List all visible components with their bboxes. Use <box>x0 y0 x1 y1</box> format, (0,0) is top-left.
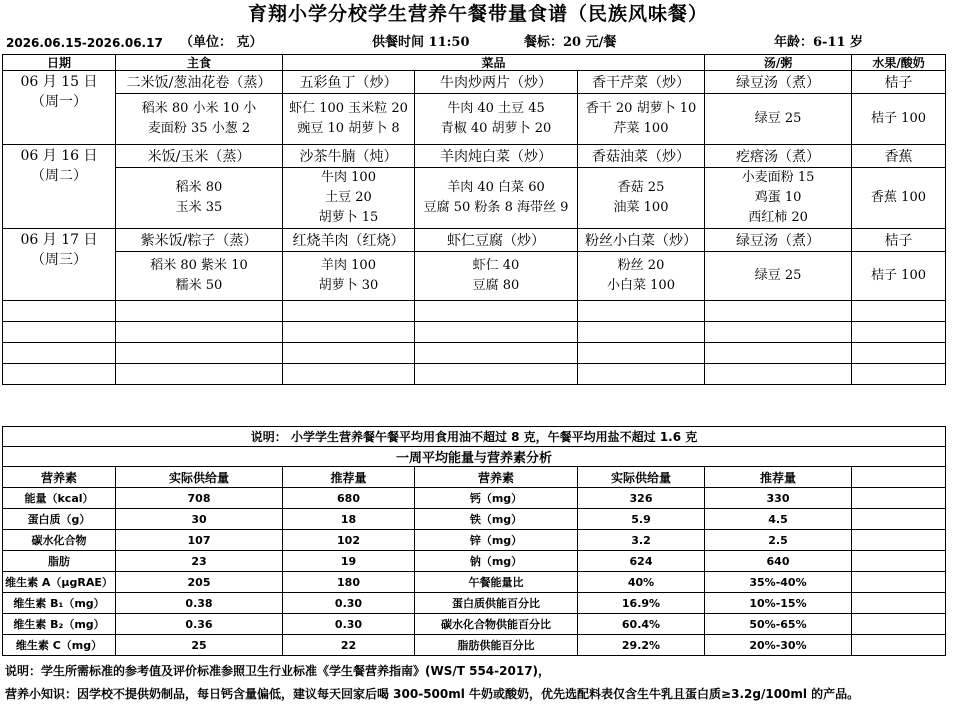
ingredient-line: 胡萝卜 15 <box>318 210 379 225</box>
header-dishes: 菜品 <box>283 55 705 71</box>
nutrient-cell: 40% <box>578 572 705 593</box>
ingredient-cell <box>578 94 705 145</box>
menu-table <box>2 54 946 385</box>
empty-cell <box>3 343 116 364</box>
nutrient-cell: 640 <box>705 551 852 572</box>
ingredient-line: 糯米 50 <box>175 278 223 293</box>
header-date: 日期 <box>3 55 116 71</box>
ingredient-cell <box>852 252 946 301</box>
day-dish-row <box>3 71 946 94</box>
nutrient-header-blank <box>852 467 946 488</box>
nutrient-cell: 维生素 B₁（mg） <box>3 593 116 614</box>
empty-cell <box>116 364 283 385</box>
ingredient-line: 香菇 25 <box>617 180 665 195</box>
nutrient-header-row <box>3 467 946 488</box>
day-dish-row <box>3 145 946 168</box>
day-ingredient-row <box>3 94 946 145</box>
nutrient-cell: 2.5 <box>705 530 852 551</box>
empty-cell <box>415 301 578 322</box>
ingredient-cell <box>705 168 852 229</box>
ingredient-line: 芹菜 100 <box>613 121 669 136</box>
day-date: 06 月 15 日 <box>20 74 98 90</box>
ingredient-line: 桔子 100 <box>871 111 926 126</box>
nutrient-row <box>3 488 946 509</box>
ingredient-cell <box>415 168 578 229</box>
nutrient-cell: 102 <box>283 530 415 551</box>
ingredient-line: 绿豆 25 <box>754 268 802 283</box>
ingredient-line: 羊肉 100 <box>321 258 376 273</box>
nutrient-blank-cell <box>852 614 946 635</box>
nutrient-cell: 180 <box>283 572 415 593</box>
dish-name: 羊肉炖白菜（炒） <box>415 145 578 168</box>
ingredient-cell <box>705 252 852 301</box>
empty-cell <box>116 301 283 322</box>
nutrient-cell: 205 <box>116 572 283 593</box>
dish-name: 红烧羊肉（红烧） <box>283 229 415 252</box>
ingredient-cell <box>283 94 415 145</box>
day-cell <box>3 229 116 301</box>
nutrient-cell: 4.5 <box>705 509 852 530</box>
analysis-title-row <box>3 447 946 467</box>
nutrient-blank-cell <box>852 635 946 656</box>
oil-salt-note: 说明： 小学学生营养餐午餐平均用食用油不超过 8 克，午餐平均用盐不超过 1.6 克 <box>3 427 946 447</box>
nutrition-table <box>2 426 946 656</box>
empty-cell <box>3 322 116 343</box>
nutrient-cell: 50%-65% <box>705 614 852 635</box>
nutrient-header: 营养素 <box>3 467 116 488</box>
day-date: 06 月 17 日 <box>20 232 98 248</box>
ingredient-cell <box>705 94 852 145</box>
dish-name: 虾仁豆腐（炒） <box>415 229 578 252</box>
nutrient-cell: 3.2 <box>578 530 705 551</box>
nutrient-cell: 维生素 B₂（mg） <box>3 614 116 635</box>
nutrient-cell: 碳水化合物供能百分比 <box>415 614 578 635</box>
dish-name: 桔子 <box>852 71 946 94</box>
day-ingredient-row <box>3 252 946 301</box>
ingredient-line: 胡萝卜 30 <box>318 278 379 293</box>
dish-name: 香菇油菜（炒） <box>578 145 705 168</box>
ingredient-line: 稻米 80 小米 10 小 <box>141 101 257 116</box>
day-cell <box>3 71 116 145</box>
ingredient-line: 牛肉 40 土豆 45 <box>447 101 545 116</box>
dish-name: 粉丝小白菜（炒） <box>578 229 705 252</box>
ingredient-line: 稻米 80 <box>175 180 223 195</box>
dish-name: 二米饭/葱油花卷（蒸） <box>116 71 283 94</box>
day-ingredient-row <box>3 168 946 229</box>
nutrient-cell: 680 <box>283 488 415 509</box>
age-range: 年龄：6-11 岁 <box>774 35 864 50</box>
empty-cell <box>705 343 852 364</box>
nutrient-row <box>3 551 946 572</box>
nutrient-cell: 维生素 A（μgRAE） <box>3 572 116 593</box>
ingredient-line: 豆腐 50 粉条 8 海带丝 9 <box>423 200 569 215</box>
nutrient-cell: 708 <box>116 488 283 509</box>
ingredient-line: 土豆 20 <box>325 190 372 205</box>
nutrient-row <box>3 635 946 656</box>
day-weekday: （周二） <box>31 168 87 184</box>
dish-name: 五彩鱼丁（炒） <box>283 71 415 94</box>
nutrient-row <box>3 572 946 593</box>
dish-name: 牛肉炒两片（炒） <box>415 71 578 94</box>
ingredient-line: 牛肉 100 <box>321 170 376 185</box>
dish-name: 紫米饭/粽子（蒸） <box>116 229 283 252</box>
nutrient-cell: 钠（mg） <box>415 551 578 572</box>
nutrient-cell: 0.30 <box>283 614 415 635</box>
ingredient-line: 虾仁 40 <box>472 258 520 273</box>
nutrient-cell: 10%-15% <box>705 593 852 614</box>
dish-name: 沙茶牛腩（炖） <box>283 145 415 168</box>
empty-row <box>3 364 946 385</box>
ingredient-line: 西红柿 20 <box>748 210 808 225</box>
ingredient-line: 油菜 100 <box>613 200 669 215</box>
empty-cell <box>578 301 705 322</box>
nutrient-blank-cell <box>852 530 946 551</box>
ingredient-line: 香干 20 胡萝卜 10 <box>585 101 697 116</box>
nutrient-cell: 19 <box>283 551 415 572</box>
nutrient-cell: 18 <box>283 509 415 530</box>
serve-time: 供餐时间 11:50 <box>372 35 470 50</box>
nutrient-cell: 20%-30% <box>705 635 852 656</box>
header-staple: 主食 <box>116 55 283 71</box>
nutrient-row <box>3 509 946 530</box>
nutrient-blank-cell <box>852 551 946 572</box>
empty-cell <box>852 364 946 385</box>
empty-cell <box>578 364 705 385</box>
ingredient-line: 小麦面粉 15 <box>741 170 815 185</box>
empty-cell <box>116 343 283 364</box>
analysis-title: 一周平均能量与营养素分析 <box>3 447 946 467</box>
ingredient-cell <box>116 94 283 145</box>
ingredient-line: 青椒 40 胡萝卜 20 <box>440 121 552 136</box>
empty-cell <box>578 322 705 343</box>
dish-name: 绿豆汤（煮） <box>705 229 852 252</box>
date-range: 2026.06.15-2026.06.17 <box>6 36 163 50</box>
day-dish-row <box>3 229 946 252</box>
ingredient-cell <box>852 168 946 229</box>
nutrient-cell: 5.9 <box>578 509 705 530</box>
meal-standard: 餐标：20 元/餐 <box>524 35 617 50</box>
ingredient-cell <box>283 252 415 301</box>
nutrient-cell: 0.36 <box>116 614 283 635</box>
empty-cell <box>283 301 415 322</box>
nutrient-cell: 330 <box>705 488 852 509</box>
nutrient-header: 实际供给量 <box>116 467 283 488</box>
page-title: 育翔小学分校学生营养午餐带量食谱（民族风味餐） <box>247 3 708 25</box>
nutrient-cell: 35%-40% <box>705 572 852 593</box>
nutrient-cell: 能量（kcal） <box>3 488 116 509</box>
ingredient-line: 小白菜 100 <box>607 278 675 293</box>
dish-name: 桔子 <box>852 229 946 252</box>
nutrient-cell: 29.2% <box>578 635 705 656</box>
empty-cell <box>283 322 415 343</box>
nutrient-row <box>3 614 946 635</box>
nutrient-cell: 0.30 <box>283 593 415 614</box>
nutrient-cell: 0.38 <box>116 593 283 614</box>
nutrient-cell: 蛋白质供能百分比 <box>415 593 578 614</box>
nutrient-header: 营养素 <box>415 467 578 488</box>
day-weekday: （周一） <box>31 94 87 110</box>
nutrient-header: 推荐量 <box>283 467 415 488</box>
dish-name: 米饭/玉米（蒸） <box>116 145 283 168</box>
nutrient-cell: 脂肪 <box>3 551 116 572</box>
nutrient-blank-cell <box>852 572 946 593</box>
footer-note: 说明：学生所需标准的参考值及评价标准参照卫生行业标准《学生餐营养指南》(WS/T 554-2017)， <box>5 664 551 678</box>
unit-label: （单位： 克） <box>180 35 263 50</box>
nutrient-row <box>3 593 946 614</box>
ingredient-line: 羊肉 40 白菜 60 <box>447 180 545 195</box>
ingredient-line: 桔子 100 <box>871 268 926 283</box>
empty-cell <box>578 343 705 364</box>
ingredient-cell <box>116 252 283 301</box>
nutrient-cell: 锌（mg） <box>415 530 578 551</box>
ingredient-line: 鸡蛋 10 <box>754 190 802 205</box>
nutrient-cell: 钙（mg） <box>415 488 578 509</box>
nutrient-row <box>3 530 946 551</box>
dish-name: 绿豆汤（煮） <box>705 71 852 94</box>
empty-cell <box>283 343 415 364</box>
oil-salt-note-row <box>3 427 946 447</box>
day-weekday: （周三） <box>31 252 87 268</box>
empty-cell <box>852 322 946 343</box>
empty-cell <box>3 364 116 385</box>
nutrient-cell: 蛋白质（g） <box>3 509 116 530</box>
nutrient-cell: 午餐能量比 <box>415 572 578 593</box>
ingredient-cell <box>852 94 946 145</box>
nutrient-cell: 23 <box>116 551 283 572</box>
empty-cell <box>116 322 283 343</box>
nutrient-cell: 30 <box>116 509 283 530</box>
ingredient-line: 玉米 35 <box>175 200 223 215</box>
ingredient-cell <box>578 252 705 301</box>
ingredient-cell <box>116 168 283 229</box>
empty-cell <box>3 301 116 322</box>
nutrient-cell: 60.4% <box>578 614 705 635</box>
nutrient-cell: 624 <box>578 551 705 572</box>
dish-name: 香干芹菜（炒） <box>578 71 705 94</box>
empty-cell <box>705 322 852 343</box>
nutrient-cell: 326 <box>578 488 705 509</box>
empty-cell <box>283 364 415 385</box>
ingredient-line: 虾仁 100 玉米粒 20 <box>289 101 408 116</box>
empty-cell <box>852 301 946 322</box>
empty-cell <box>705 364 852 385</box>
header-soup: 汤/粥 <box>705 55 852 71</box>
nutrient-blank-cell <box>852 488 946 509</box>
empty-cell <box>852 343 946 364</box>
empty-cell <box>415 322 578 343</box>
ingredient-line: 稻米 80 紫米 10 <box>150 258 248 273</box>
ingredient-line: 粉丝 20 <box>617 258 665 273</box>
ingredient-line: 麦面粉 35 小葱 2 <box>147 121 251 136</box>
ingredient-cell <box>578 168 705 229</box>
menu-header-row <box>3 55 946 71</box>
empty-cell <box>415 343 578 364</box>
empty-row <box>3 343 946 364</box>
nutrient-blank-cell <box>852 593 946 614</box>
footer-tip: 营养小知识：因学校不提供奶制品，每日钙含量偏低，建议每天回家后喝 300-500ml 牛奶或酸奶，优先选配料表仅含生牛乳且蛋白质≥3.2g/100ml 的产品。 <box>5 687 860 701</box>
dish-name: 香蕉 <box>852 145 946 168</box>
empty-cell <box>415 364 578 385</box>
nutrient-cell: 碳水化合物 <box>3 530 116 551</box>
nutrient-cell: 107 <box>116 530 283 551</box>
nutrient-cell: 25 <box>116 635 283 656</box>
empty-row <box>3 301 946 322</box>
empty-row <box>3 322 946 343</box>
empty-cell <box>705 301 852 322</box>
nutrient-header: 推荐量 <box>705 467 852 488</box>
nutrient-cell: 22 <box>283 635 415 656</box>
header-fruit: 水果/酸奶 <box>852 55 946 71</box>
dish-name: 疙瘩汤（煮） <box>705 145 852 168</box>
ingredient-line: 香蕉 100 <box>871 190 926 205</box>
day-date: 06 月 16 日 <box>20 148 98 164</box>
ingredient-line: 豌豆 10 胡萝卜 8 <box>297 121 400 136</box>
ingredient-line: 豆腐 80 <box>472 278 520 293</box>
nutrient-cell: 16.9% <box>578 593 705 614</box>
nutrient-cell: 维生素 C（mg） <box>3 635 116 656</box>
nutrient-blank-cell <box>852 509 946 530</box>
nutrient-header: 实际供给量 <box>578 467 705 488</box>
day-cell <box>3 145 116 229</box>
ingredient-cell <box>415 252 578 301</box>
ingredient-line: 绿豆 25 <box>754 111 802 126</box>
nutrient-cell: 铁（mg） <box>415 509 578 530</box>
ingredient-cell <box>415 94 578 145</box>
ingredient-cell <box>283 168 415 229</box>
nutrient-cell: 脂肪供能百分比 <box>415 635 578 656</box>
